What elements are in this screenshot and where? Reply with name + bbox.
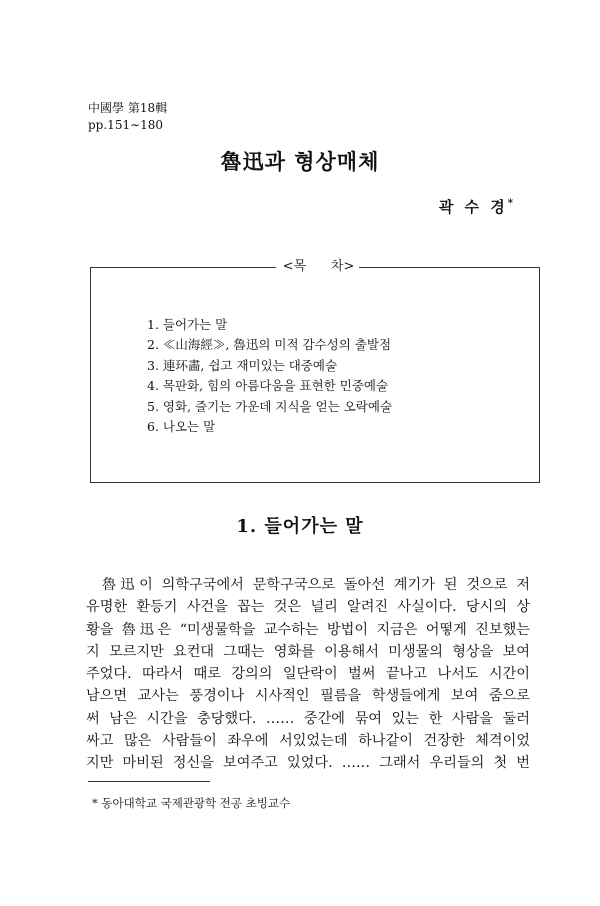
journal-pages: pp.151∼180 bbox=[88, 118, 164, 132]
toc-item: 6. 나오는 말 bbox=[147, 419, 216, 435]
toc-item: 5. 영화, 즐기는 가운데 지식을 얻는 오락예술 bbox=[147, 398, 393, 414]
section-title: 1. 들어가는 말 bbox=[236, 516, 364, 537]
toc-item: 1. 들어가는 말 bbox=[147, 317, 228, 332]
body-line: 주었다. 따라서 때로 강의의 일단락이 벌써 끝나고 나서도 시간이 bbox=[86, 666, 530, 683]
journal-info bbox=[88, 100, 167, 134]
footnote-rule bbox=[88, 781, 210, 782]
footnote: * 동아대학교 국제관광학 전공 초빙교수 bbox=[92, 796, 291, 810]
toc-top-rule-right bbox=[359, 267, 539, 268]
toc-item: 2. ≪山海經≫, 魯迅의 미적 감수성의 출발점 bbox=[147, 337, 392, 353]
body-line: 魯迅이 의학구국에서 문학구국으로 돌아선 계기가 된 것으로 저 bbox=[102, 577, 530, 593]
body-line: 지 모르지만 요컨대 그때는 영화를 이용해서 미생물의 형상을 보여 bbox=[86, 643, 530, 660]
paper-title: 魯迅과 형상매체 bbox=[220, 149, 380, 174]
toc-item: 3. 連环畵, 쉽고 재미있는 대중예술 bbox=[147, 357, 338, 373]
toc-label: <목 차> bbox=[282, 259, 355, 274]
body-line: 황을 魯迅은 “미생물학을 교수하는 방법이 지금은 어떻게 진보했는 bbox=[86, 621, 530, 638]
body-paragraph bbox=[86, 574, 530, 775]
body-line: 지만 마비된 정신을 보여주고 있었다. …… 그래서 우리들의 첫 번 bbox=[86, 755, 530, 772]
toc-top-rule-left bbox=[91, 267, 276, 268]
toc-item: 4. 목판화, 힘의 아름다움을 표현한 민중예술 bbox=[147, 378, 389, 394]
body-line: 써 남은 시간을 충당했다. …… 중간에 묶여 있는 한 사람을 둘러 bbox=[86, 710, 530, 727]
body-line: 유명한 환등기 사건을 꼽는 것은 널리 알려진 사실이다. 당시의 상 bbox=[86, 599, 530, 616]
author bbox=[439, 196, 513, 217]
journal-name: 中國學 第18輯 bbox=[88, 101, 168, 115]
author-name: 곽 수 경 bbox=[438, 198, 508, 216]
table-of-contents bbox=[90, 259, 540, 483]
toc-list bbox=[147, 315, 392, 437]
body-line: 남으면 교사는 풍경이나 시사적인 필름을 학생들에게 보여 줌으로 bbox=[86, 688, 530, 705]
author-footnote-mark: * bbox=[507, 198, 513, 209]
body-line: 싸고 많은 사람들이 좌우에 서있었는데 하나같이 건장한 체격이었 bbox=[86, 733, 530, 750]
